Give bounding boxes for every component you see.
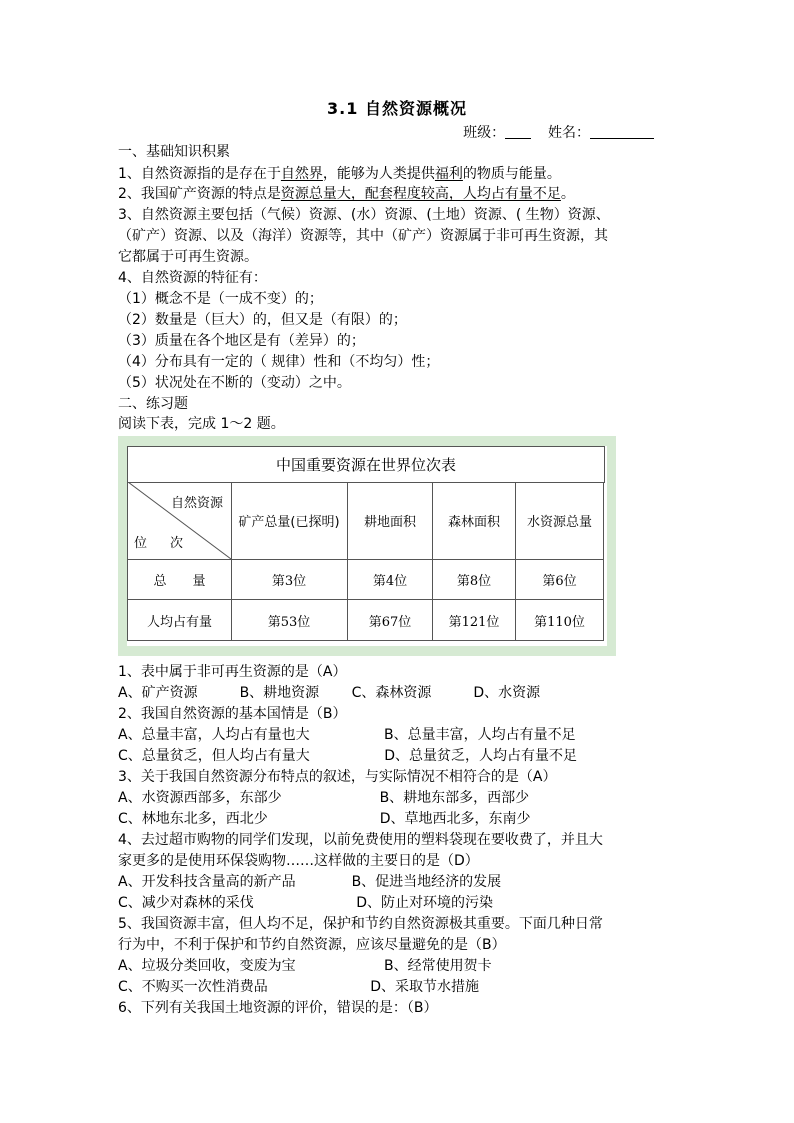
section2-heading: 二、练习题	[118, 396, 188, 412]
table-cell: 第121位	[433, 600, 516, 641]
section2-intro: 阅读下表，完成 1～2 题。	[118, 416, 285, 432]
q1-answer-2: 福利	[434, 166, 463, 182]
corner-bottom-left: 位	[134, 536, 148, 551]
col-header-water: 水资源总量	[516, 482, 604, 560]
question-line: C、总量贫乏，但人均占有量大 D、总量贫乏，人均占有量不足	[118, 748, 578, 764]
q1-post: 的物质与能量。	[462, 166, 561, 182]
question-line: 3、关于我国自然资源分布特点的叙述，与实际情况不相符合的是（A）	[118, 769, 557, 785]
question-line: C、林地东北多，西北少 D、草地西北多，东南少	[118, 811, 531, 827]
table-cell: 第3位	[231, 560, 348, 600]
question-line: 6、下列有关我国土地资源的评价，错误的是：（B）	[118, 1000, 438, 1016]
q4-line-4: （3）质量在各个地区是有（差异）的；	[118, 333, 365, 349]
q4-line-1: 4、自然资源的特征有：	[118, 270, 267, 286]
q1-line	[118, 164, 561, 184]
page-title: 3.1 自然资源概况	[327, 99, 467, 118]
corner-bottom-right: 次	[170, 536, 184, 551]
row-label-total: 总 量	[127, 560, 232, 600]
question-line: C、不购买一次性消费品 D、采取节水措施	[118, 979, 480, 995]
q3-line-1: 3、自然资源主要包括（气候）资源、(水）资源、(土地）资源、( 生物）资源、	[118, 207, 610, 223]
corner-top-label: 自然资源	[170, 496, 223, 511]
question-line: 5、我国资源丰富，但人均不足，保护和节约自然资源极其重要。下面几种日常	[118, 916, 603, 932]
question-line: A、总量丰富，人均占有量也大 B、总量丰富，人均占有量不足	[118, 727, 576, 743]
q4-line-2: （1）概念不是（一成不变）的；	[118, 291, 323, 307]
col-header-forest: 森林面积	[433, 482, 516, 560]
question-line: A、水资源西部多，东部少 B、耕地东部多，西部少	[118, 790, 530, 806]
class-name-line	[463, 122, 654, 142]
q4-line-5: （4）分布具有一定的（ 规律）性和（不均匀）性；	[118, 354, 440, 370]
table-cell: 第8位	[433, 560, 516, 600]
table-body	[127, 446, 607, 646]
table-cell: 第53位	[231, 600, 348, 641]
q2-answer: 资源总量大，配套程度较高，人均占有量不足	[280, 186, 561, 202]
question-line: 4、去过超市购物的同学们发现，以前免费使用的塑料袋现在要收费了，并且大	[118, 832, 603, 848]
table-cell: 第110位	[516, 600, 604, 641]
q4-line-6: （5）状况处在不断的（变动）之中。	[118, 375, 351, 391]
table-cell: 第6位	[516, 560, 604, 600]
col-header-farmland: 耕地面积	[348, 482, 433, 560]
class-blank[interactable]	[505, 124, 531, 139]
question-line: 家更多的是使用环保袋购物……这样做的主要日的是（D）	[118, 853, 479, 869]
table-cell: 第67位	[348, 600, 433, 641]
question-line: 行为中，不利于保护和节约自然资源，应该尽量避免的是（B）	[118, 937, 506, 953]
question-line: A、开发科技含量高的新产品 B、促进当地经济的发展	[118, 874, 502, 890]
class-label: 班级：	[463, 125, 506, 141]
col-header-minerals: 矿产总量(已探明)	[231, 482, 348, 560]
name-blank[interactable]	[590, 124, 654, 139]
question-line: A、矿产资源 B、耕地资源 C、森林资源 D、水资源	[118, 685, 541, 701]
resource-rank-table	[118, 436, 616, 656]
q2-post: 。	[560, 186, 575, 202]
table-cell: 第4位	[348, 560, 433, 600]
question-line: A、垃圾分类回收，变废为宝 B、经常使用贺卡	[118, 958, 492, 974]
section1-heading: 一、基础知识积累	[118, 144, 230, 160]
question-line: 1、表中属于非可再生资源的是（A）	[118, 664, 347, 680]
q4-line-3: （2）数量是（巨大）的，但又是（有限）的；	[118, 312, 407, 328]
question-line: C、减少对森林的采伐 D、防止对环境的污染	[118, 895, 494, 911]
table-corner-cell	[127, 482, 232, 560]
q2-pre: 2、我国矿产资源的特点是	[118, 186, 281, 202]
q3-line-3: 它都属于可再生资源。	[118, 249, 258, 265]
question-line: 2、我国自然资源的基本国情是（B）	[118, 706, 347, 722]
row-label-per-capita: 人均占有量	[127, 600, 232, 641]
q1-pre: 1、自然资源指的是存在于	[118, 166, 281, 182]
q3-line-2: （矿产）资源、以及（海洋）资源等，其中（矿产）资源属于非可再生资源，其	[118, 228, 608, 244]
q1-mid: ，能够为人类提供	[322, 166, 435, 182]
q1-answer-1: 自然界	[280, 166, 323, 182]
q2-line	[118, 184, 575, 204]
table-title: 中国重要资源在世界位次表	[127, 446, 605, 483]
name-label: 姓名：	[548, 125, 590, 141]
